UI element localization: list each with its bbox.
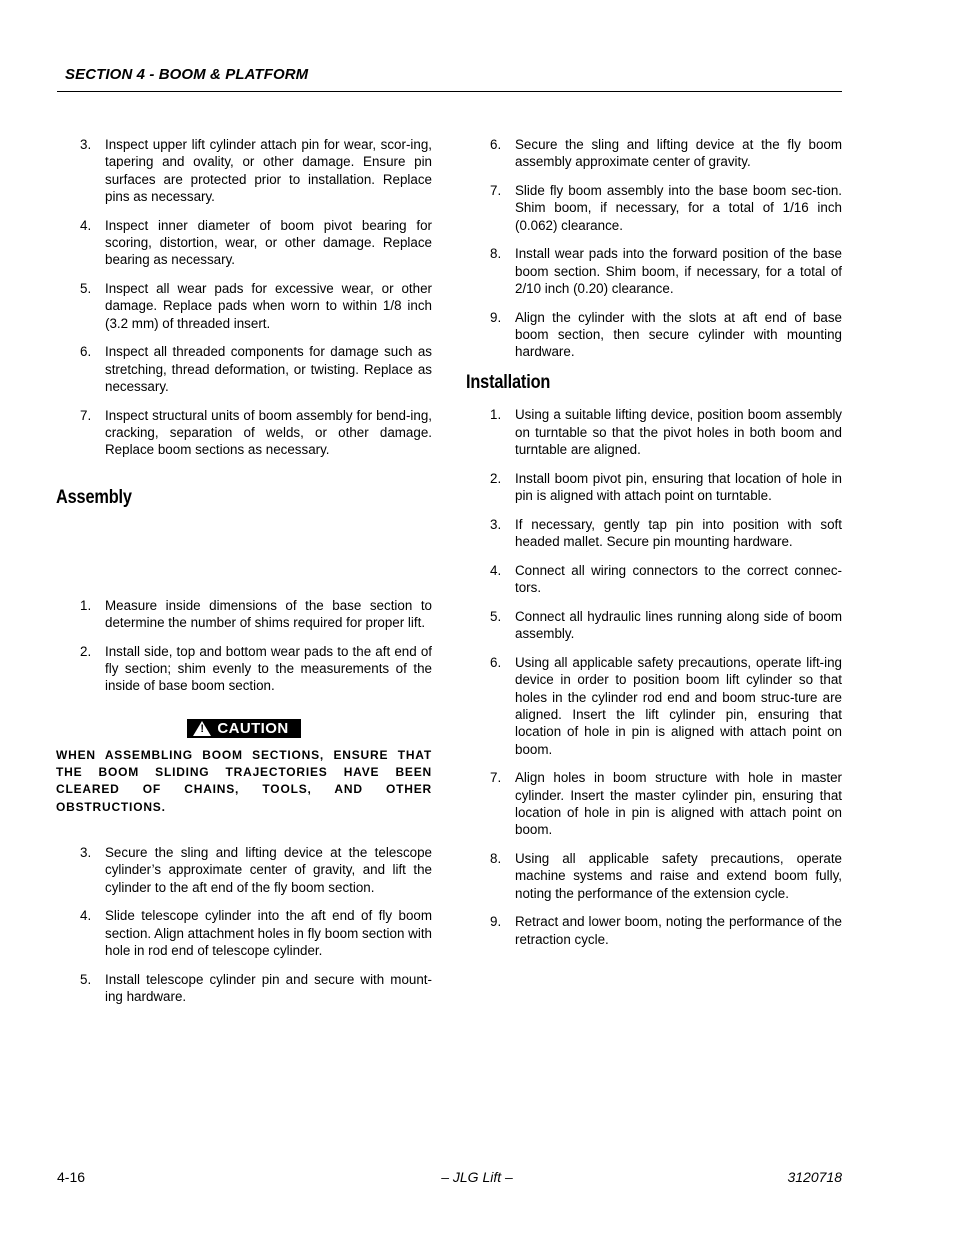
item-text: Inspect upper lift cylinder attach pin for wear, scor-ing, tapering and ovality, or other damage. Ensure pin surfaces are protected prior to installation. Replace pins as necessary. [105, 137, 432, 204]
list-item [490, 562, 842, 597]
item-text: Install boom pivot pin, ensuring that location of hole in pin is aligned with attach point on turntable. [515, 470, 842, 503]
list-item [80, 407, 432, 459]
list-item [490, 769, 842, 838]
list-item [80, 343, 432, 395]
caution-label: CAUTION [217, 719, 289, 737]
assembly-list-b [80, 844, 432, 1005]
item-number: 4. [80, 908, 92, 924]
inspection-list [80, 136, 432, 459]
item-number: 8. [490, 851, 502, 866]
installation-heading: Installation [466, 372, 551, 394]
item-number: 5. [490, 608, 502, 624]
list-item [490, 182, 842, 234]
list-item [490, 654, 842, 758]
list-item [80, 280, 432, 332]
caution-box [56, 719, 432, 741]
section-title: SECTION 4 - BOOM & PLATFORM [65, 66, 309, 83]
item-number: 4. [490, 562, 502, 578]
list-item [490, 245, 842, 297]
item-number: 6. [80, 344, 92, 360]
item-number: 4. [80, 217, 92, 233]
item-number: 5. [80, 971, 92, 987]
list-item [80, 136, 432, 205]
list-item [80, 643, 432, 695]
doc-number: 3120718 [787, 1169, 842, 1185]
item-number: 9. [490, 309, 502, 325]
item-number: 3. [80, 137, 92, 152]
list-item [490, 608, 842, 643]
assembly-list-a [80, 597, 432, 695]
item-text: Install wear pads into the forward position of the base boom section. Shim boom, if necessary, for a total of 2/10 inch (0.20) clearance. [515, 246, 842, 297]
item-text: Slide telescope cylinder into the aft end of fly boom section. Align attachment holes in fly boom section with hole in rod end of telescope cylinder. [105, 908, 432, 958]
item-number: 3. [490, 516, 502, 532]
list-item [490, 406, 842, 458]
list-item [80, 597, 432, 632]
item-text: Align holes in boom structure with hole in master cylinder. Insert the master cylinder pin, ensuring that location of hole in pin is aligned with attach point on boom. [515, 770, 842, 838]
list-item [490, 136, 842, 171]
list-item [490, 850, 842, 902]
item-text: Install telescope cylinder pin and secure with mount-ing hardware. [105, 971, 432, 1004]
item-number: 7. [490, 770, 502, 786]
list-item [490, 470, 842, 505]
item-number: 1. [80, 597, 92, 613]
item-text: Connect all wiring connectors to the correct connec-tors. [515, 562, 842, 596]
item-text: Secure the sling and lifting device at the telescope cylinder’s approximate center of gravity, and lift the cylinder to the aft end of the fly boom section. [105, 844, 432, 895]
item-text: Connect all hydraulic lines running along side of boom assembly. [515, 608, 842, 642]
item-text: Align the cylinder with the slots at aft end of base boom section, then secure cylinder with mounting hardware. [515, 309, 842, 360]
item-text: Using all applicable safety precautions, operate lift-ing device in order to position boom lift cylinder so that holes in the cylinder rod end and boom struc-ture are aligned. Insert the lift cylinder pin, ensuring that location of hole in pin is aligned with attach point on boom. [515, 655, 842, 757]
item-number: 3. [80, 844, 92, 860]
list-item [490, 309, 842, 361]
list-item [490, 913, 842, 948]
list-item [80, 971, 432, 1006]
item-text: Inspect inner diameter of boom pivot bearing for scoring, distortion, wear, or other damage. Replace bearing as necessary. [105, 217, 432, 268]
item-number: 6. [490, 137, 502, 152]
item-number: 5. [80, 281, 92, 297]
item-text: Using a suitable lifting device, position boom assembly on turntable so that the pivot holes in both boom and turntable are aligned. [515, 407, 842, 457]
item-number: 2. [80, 643, 92, 659]
item-number: 2. [490, 470, 502, 486]
footer-center: – JLG Lift – [441, 1169, 513, 1185]
item-number: 7. [80, 407, 92, 423]
warning-triangle-icon: ! [193, 721, 211, 736]
item-text: Retract and lower boom, noting the performance of the retraction cycle. [515, 914, 842, 947]
item-number: 8. [490, 246, 502, 262]
item-text: Measure inside dimensions of the base section to determine the number of shims required for proper lift. [105, 597, 432, 631]
page-number: 4-16 [57, 1169, 86, 1185]
item-number: 6. [490, 655, 502, 671]
list-item [80, 844, 432, 896]
caution-badge [187, 719, 300, 738]
item-number: 9. [490, 914, 502, 930]
assembly-list-c [490, 136, 842, 361]
installation-list [490, 406, 842, 948]
item-text: Inspect structural units of boom assembly for bend-ing, cracking, separation of welds, or other damage. Replace boom sections as necessary. [105, 407, 432, 458]
item-text: Inspect all wear pads for excessive wear, or other damage. Replace pads when worn to within 1/8 inch (3.2 mm) of threaded insert. [105, 281, 432, 331]
assembly-heading: Assembly [56, 486, 132, 508]
item-number: 1. [490, 407, 502, 423]
list-item [490, 516, 842, 551]
item-text: If necessary, gently tap pin into position with soft headed mallet. Secure pin mounting hardware. [515, 516, 842, 550]
list-item [80, 907, 432, 959]
item-text: Install side, top and bottom wear pads to the aft end of fly section; shim evenly to the measurements of the inside of base boom section. [105, 643, 432, 694]
left-column [56, 136, 432, 1017]
right-column [466, 136, 842, 959]
item-text: Secure the sling and lifting device at the fly boom assembly approximate center of gravity. [515, 137, 842, 170]
page-header [57, 66, 842, 92]
caution-text: WHEN ASSEMBLING BOOM SECTIONS, ENSURE THAT THE BOOM SLIDING TRAJECTORIES HAVE BEEN CLEARED OF CHAINS, TOOLS, AND OTHER OBSTRUCTIONS. [56, 747, 432, 814]
item-text: Inspect all threaded components for damage such as stretching, thread deformation, or twisting. Replace as necessary. [105, 344, 432, 395]
item-text: Slide fly boom assembly into the base boom sec-tion. Shim boom, if necessary, for a total of 1/16 inch (0.062) clearance. [515, 183, 842, 233]
list-item [80, 217, 432, 269]
item-number: 7. [490, 183, 502, 199]
item-text: Using all applicable safety precautions, operate machine systems and raise and extend boom fully, noting the performance of the extension cycle. [515, 851, 842, 901]
